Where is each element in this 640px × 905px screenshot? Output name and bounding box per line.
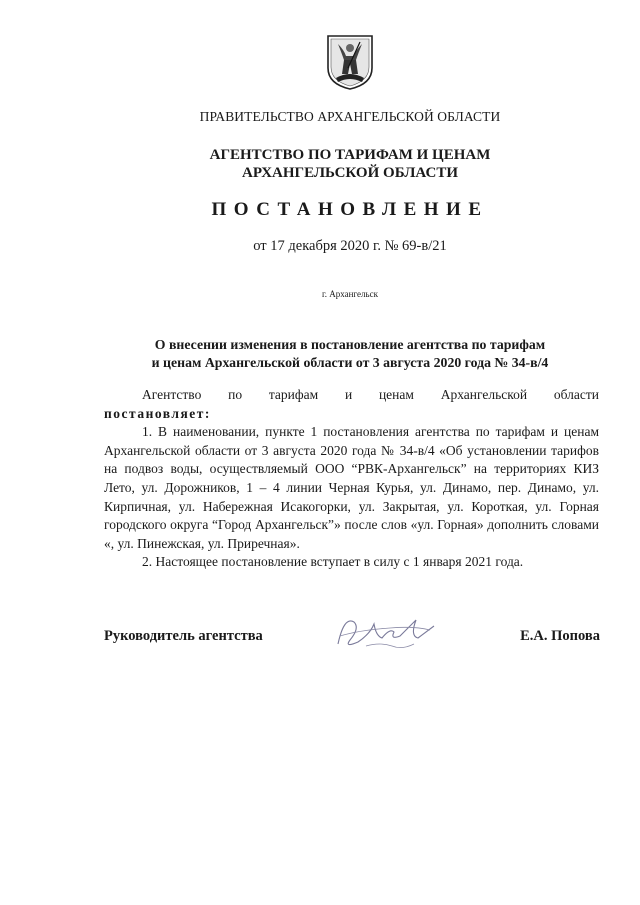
signatory-name: Е.А. Попова: [520, 628, 600, 644]
agency-name-line2: АРХАНГЕЛЬСКОЙ ОБЛАСТИ: [242, 165, 458, 181]
body-intro: Агентство по тарифам и ценам Архангельской области: [142, 387, 599, 402]
agency-name-line1: АГЕНТСТВО ПО ТАРИФАМ И ЦЕНАМ: [209, 147, 491, 163]
decree-word: постановляет:: [104, 405, 211, 421]
document-city: г. Архангельск: [322, 289, 378, 299]
document-subject: [0, 336, 640, 372]
document-body: [104, 386, 599, 572]
document-type: ПОСТАНОВЛЕНИЕ: [211, 199, 489, 220]
body-item-2: 2. Настоящее постановление вступает в силу с 1 января 2021 года.: [142, 554, 524, 570]
signatory-title: Руководитель агентства: [104, 628, 263, 644]
government-name: ПРАВИТЕЛЬСТВО АРХАНГЕЛЬСКОЙ ОБЛАСТИ: [199, 109, 501, 124]
body-decree-word: [104, 405, 599, 424]
body-item-1: 1. В наименовании, пункте 1 постановления агентства по тарифам и ценам Архангельской области от 3 августа 2020 года № 34-в/4 «Об установлении тарифов на подвоз воды, осуществляемый ООО “РВК-Архангельск” на территориях КИЗ Лето, ул. Дорожников, 1 – 4 линии Черная Курья, ул. Динамо, пер. Динамо, ул. Кирпичная, ул. Набережная Исакогорки, ул. Закрытая, ул. Короткая, ул. Горная городского округа “Город Архангельск”» после слов «ул. Горная» дополнить словами «, ул. Пинежская, ул. Приречная».: [104, 424, 599, 551]
agency-name: [0, 146, 640, 182]
coat-of-arms-icon: [326, 34, 374, 90]
document-date-number: от 17 декабря 2020 г. № 69-в/21: [253, 238, 447, 254]
subject-line1: О внесении изменения в постановление агентства по тарифам: [154, 337, 546, 352]
subject-line2: и ценам Архангельской области от 3 августа 2020 года № 34-в/4: [151, 355, 549, 370]
handwritten-signature: [330, 606, 440, 656]
